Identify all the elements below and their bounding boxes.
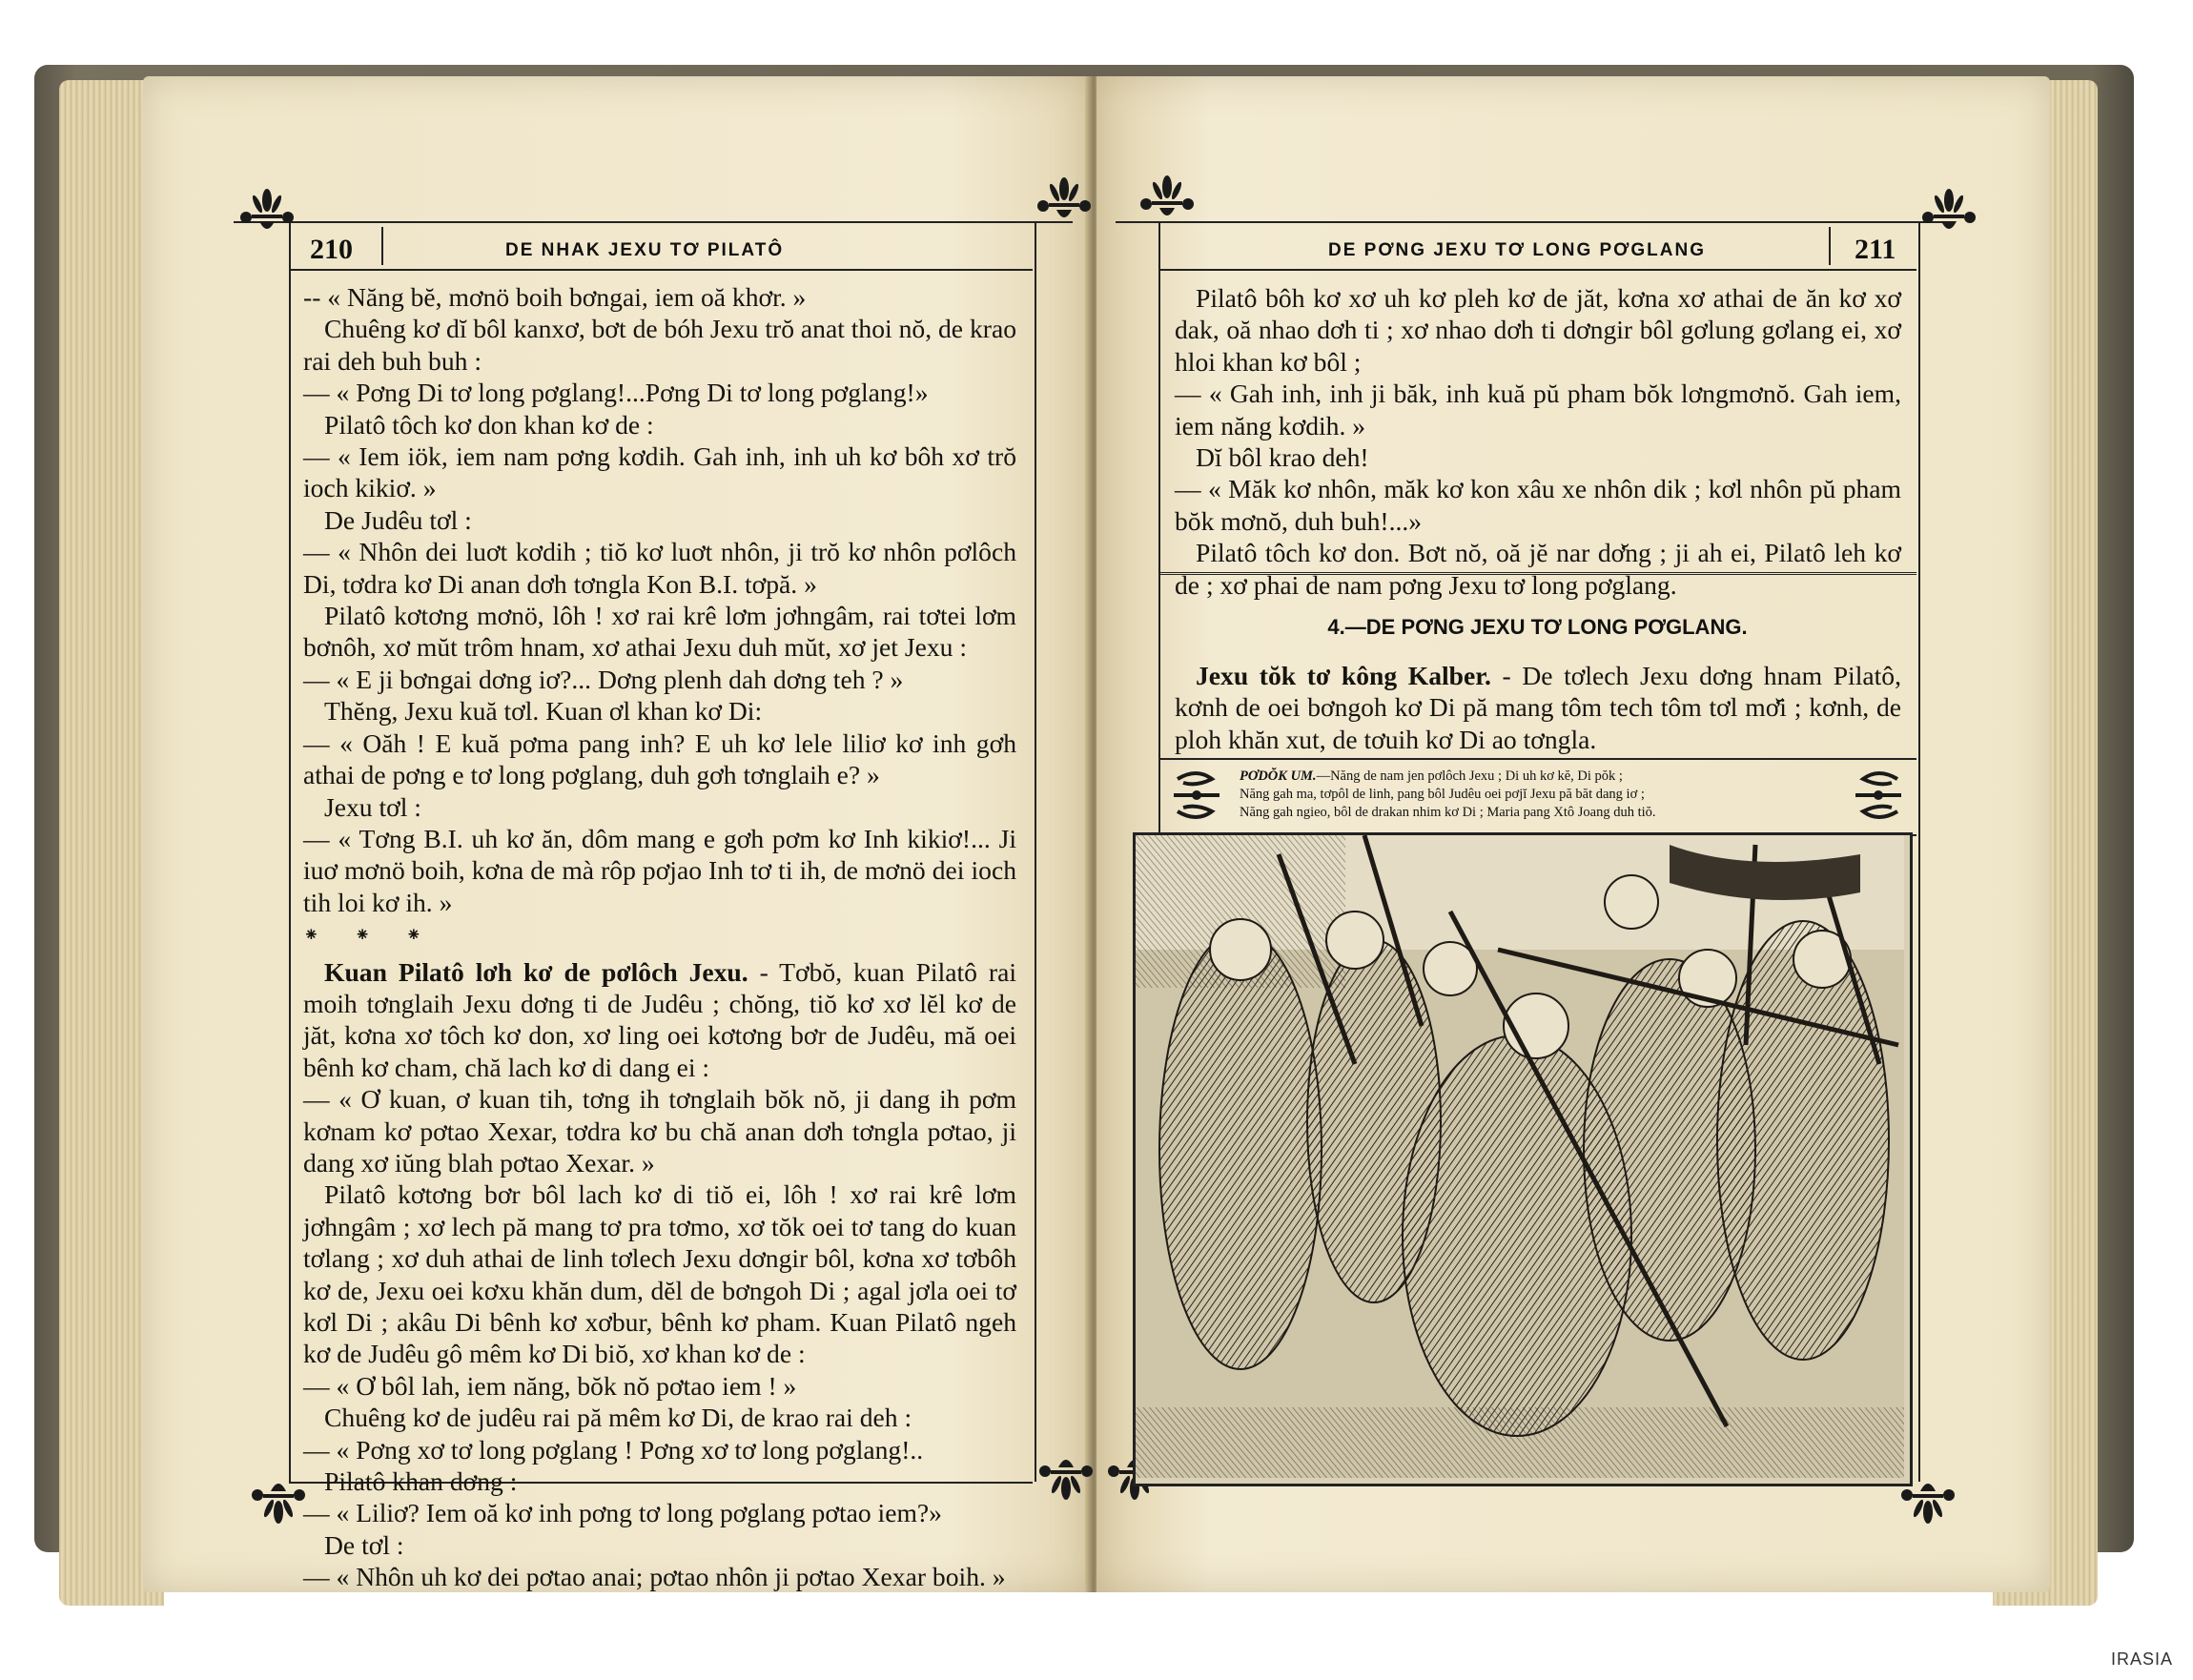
paragraph — [303, 791, 1016, 823]
paragraph — [303, 440, 1016, 504]
paragraph — [303, 504, 1016, 536]
paragraph — [303, 956, 1016, 1084]
paragraph-text: — « Nhôn uh kơ dei pơtao anai; pơtao nhôn ji pơtao Xexar boih. » — [303, 1562, 1006, 1592]
watermark: IRASIA — [2111, 1649, 2174, 1669]
left-page-text — [303, 281, 1016, 1593]
paragraph — [303, 823, 1016, 918]
paragraph — [1175, 473, 1901, 537]
paragraph-text: -- « Năng bĕ, mơnö boih bơngai, iem oă khơr. » — [303, 282, 807, 312]
fleuron-ornament-icon — [248, 1468, 309, 1529]
left-header-rule-top — [234, 221, 1073, 223]
paragraph-text: - Tơbŏ, kuan Pilatô rai moih tơnglaih Jexu dơng ti de Judêu ; chŏng, tiŏ kơ xơ lĕl kơ de jăt, kơna xơ tôch kơ don, xơ ling oei kơtơng bơr de Judêu, mă oei bênh kơ cham, chă lach kơ di dang ei : — [303, 956, 1016, 1082]
paragraph — [1175, 537, 1901, 601]
paragraph — [303, 409, 1016, 440]
fleuron-ornament-icon — [1034, 172, 1095, 233]
paragraph-text: Pilatô kơtơng mơnö, lôh ! xơ rai krê lơm jơhngâm, rai tơtei lơm bơnôh, xơ mŭt trôm hnam, xơ athai Jexu duh mŭt, xơ jet Jexu : — [303, 601, 1016, 663]
paragraph — [1175, 660, 1901, 755]
paragraph-text: Chuêng kơ de judêu rai pă mêm kơ Di, de krao rai deh : — [324, 1403, 912, 1433]
paragraph-text: Dĭ bôl krao deh! — [1196, 442, 1369, 473]
paragraph-text: De tơl : — [324, 1529, 404, 1560]
right-page-number: 211 — [1855, 234, 1896, 265]
paragraph — [303, 695, 1016, 727]
left-header-divider — [381, 227, 383, 265]
illustration-caption-box — [1158, 758, 1916, 836]
paragraph-text: De Judêu tơl : — [324, 504, 472, 535]
paragraph-text: Thĕng, Jexu kuă tơl. Kuan ơl khan kơ Di: — [324, 696, 763, 727]
paragraph-text: Pilatô khan dơng : — [324, 1466, 518, 1497]
right-section-paragraphs — [1175, 660, 1901, 755]
right-page-top-text — [1175, 282, 1901, 601]
paragraph — [303, 1529, 1016, 1561]
paragraph-text: — « Oăh ! E kuă pơma pang inh? E uh kơ lele liliơ kơ inh gơh athai de pơng e tơ long pơglang, duh gơh tơnglaih e? » — [303, 727, 1016, 790]
fleuron-ornament-icon — [1137, 170, 1198, 231]
paragraph-text: — « Nhôn dei luơt kơdih ; tiŏ kơ luơt nhôn, ji trŏ kơ nhôn pơlôch Di, tơdra kơ Di anan dơh tơngla Kon B.I. tơpă. » — [303, 537, 1016, 599]
paragraph-text: - De tơlech Jexu dơng hnam Pilatô, kơnh de oei bơngoh kơ Di pă mang tôm tech tôm tơl mơ̆i ; kơnh, de ploh khăn xut, de tơuih kơ Di ao tơngla. — [1175, 661, 1901, 754]
paragraph — [1175, 282, 1901, 378]
paragraph-text: — « Ơ kuan, ơ kuan tih, tơng ih tơnglaih bŏk nŏ, ji dang ih pơm kơnam kơ pơtao Xexar, tơdra kơ bu chă anan dơh tơngla pơtao, ji dang xơ iŭng blah pơtao Xexar. » — [303, 1084, 1016, 1178]
paragraph-text: — « Iem iök, iem nam pơng kơdih. Gah inh, inh uh kơ bôh xơ trŏ ioch kikiơ. » — [303, 441, 1016, 503]
paragraph-text: — « Liliơ? Iem oă kơ inh pơng tơ long pơglang pơtao iem?» — [303, 1498, 942, 1528]
paragraph-text: — « Pơng xơ tơ long pơglang ! Pơng xơ tơ long pơglang!.. — [303, 1434, 924, 1465]
paragraph — [303, 313, 1016, 377]
scroll-ornament-icon — [1852, 766, 1905, 825]
engraving-illustration — [1133, 832, 1913, 1486]
right-header-rule-top — [1116, 221, 1955, 223]
crowd-engraving-image — [1136, 835, 1904, 1478]
caption-line-1: —Năng de nam jen pơlôch Jexu ; Di uh kơ kĕ, Di pŏk ; — [1316, 768, 1623, 784]
paragraph — [303, 664, 1016, 695]
paragraph — [303, 600, 1016, 664]
section-break-stars: ⁕ ⁕ ⁕ — [303, 925, 438, 947]
paragraph-text: Pilatô kơtơng bơr bôl lach kơ di tiŏ ei, lôh ! xơ rai krê lơm jơhngâm ; xơ lech pă mang tơ pra tơmo, xơ tŏk oei tơ tang do kuan tơlang ; xơ duh athai de linh tơlech Jexu dơngir bôl, kơna xơ tơbôh kơ de, Jexu oei kơxu khăn dum, dĕl de bơngoh Di ; agal jơla oei tơ kơl Di ; akâu Di bênh kơ xơbur, bênh kơ pham. Kuan Pilatô ngeh kơ de Judêu gô mêm kơ Di biŏ, xơ khan kơ de : — [303, 1179, 1016, 1369]
paragraph — [303, 1434, 1016, 1465]
right-running-title: DE PƠNG JEXU TƠ LONG PƠGLANG — [1328, 240, 1706, 260]
paragraph-lead: Kuan Pilatô lơh kơ de pơlôch Jexu. — [324, 956, 748, 987]
paragraph — [1175, 378, 1901, 441]
left-header-rule-bottom — [289, 269, 1033, 271]
paragraph — [303, 1561, 1016, 1592]
paragraph — [303, 727, 1016, 791]
left-running-title: DE NHAK JEXU TƠ PILATÔ — [505, 240, 785, 260]
paragraph-text: Chuêng kơ dĭ bôl kanxơ, bơt de bóh Jexu trŏ anat thoi nŏ, de krao rai deh buh buh : — [303, 314, 1016, 376]
paragraph-text: Jexu tơl : — [324, 791, 421, 822]
paragraph — [303, 1178, 1016, 1369]
paragraph-lead: Jexu tŏk tơ kông Kalber. — [1196, 661, 1491, 690]
left-page-number: 210 — [310, 234, 353, 265]
illustration-caption — [1240, 768, 1850, 822]
right-paragraphs-top — [1175, 282, 1901, 601]
paragraph-text: — « Pơng Di tơ long pơglang!...Pơng Di tơ long pơglang!» — [303, 378, 929, 408]
paragraph — [303, 1370, 1016, 1402]
left-paragraphs-part1 — [303, 281, 1016, 918]
paragraph — [1175, 441, 1901, 473]
paragraph-text: — « Tơng B.I. uh kơ ăn, dôm mang e gơh pơm kơ Inh kikiơ!... Ji iuơ mơnö boih, kơna de mà rôp pơjao Inh tơ ti ih, de mơnö dei ioch tih loi kơ ih. » — [303, 823, 1016, 917]
paragraph-text: — « Măk kơ nhôn, măk kơ kon xâu xe nhôn dik ; kơl nhôn pŭ pham bŏk mơnŏ, duh buh!...» — [1175, 474, 1901, 536]
paragraph-text: Pilatô bôh kơ xơ uh kơ pleh kơ de jăt, kơna xơ athai de ăn kơ xơ dak, oă nhao dơh ti ; xơ nhao dơh ti dơngir bôl gơlung gơlang ei, xơ hloi khan kơ bôl ; — [1175, 283, 1901, 377]
caption-line-3: Năng gah ngieo, bôl de drakan nhim kơ Di ; Maria pang Xtô Joang duh tiŏ. — [1240, 805, 1656, 820]
fleuron-ornament-icon — [1035, 1444, 1096, 1506]
scroll-ornament-icon — [1170, 766, 1223, 825]
section-heading: 4.—DE PƠNG JEXU TƠ LONG PƠGLANG. — [1327, 615, 1748, 639]
paragraph-text: — « E ji bơngai dơng iơ?... Dơng plenh dah dơng teh ? » — [303, 664, 904, 694]
paragraph-text: Pilatô tôch kơ don khan kơ de : — [324, 409, 654, 440]
paragraph — [303, 1497, 1016, 1528]
paragraph — [303, 1083, 1016, 1178]
left-paragraphs-part2 — [303, 956, 1016, 1593]
paragraph-text: — « Gah inh, inh ji băk, inh kuă pŭ pham bŏk lơngmơnŏ. Gah iem, iem năng kơdih. » — [1175, 379, 1901, 440]
paragraph-text: — « Ơ bôl lah, iem năng, bŏk nŏ pơtao iem ! » — [303, 1370, 797, 1401]
right-section-text — [1175, 660, 1901, 755]
paragraph — [303, 536, 1016, 600]
caption-label: PƠDŎK UM. — [1240, 768, 1317, 784]
caption-line-2: Năng gah ma, tơpôl de linh, pang bôl Judêu oei pơjĭ Jexu pă băt dang iơ ; — [1240, 787, 1645, 802]
fleuron-ornament-icon — [1918, 183, 1979, 244]
paragraph — [303, 1402, 1016, 1433]
paragraph — [303, 1465, 1016, 1497]
fleuron-ornament-icon — [236, 183, 297, 244]
paragraph — [303, 377, 1016, 408]
right-header-rule-bottom — [1158, 269, 1916, 271]
paragraph-text: Pilatô tôch kơ don. Bơt nŏ, oă jĕ nar dơ̆ng ; ji ah ei, Pilatô leh kơ de ; xơ phai de nam pơng Jexu tơ long pơglang. — [1175, 538, 1901, 600]
paragraph — [303, 281, 1016, 313]
right-header-divider — [1829, 227, 1831, 265]
